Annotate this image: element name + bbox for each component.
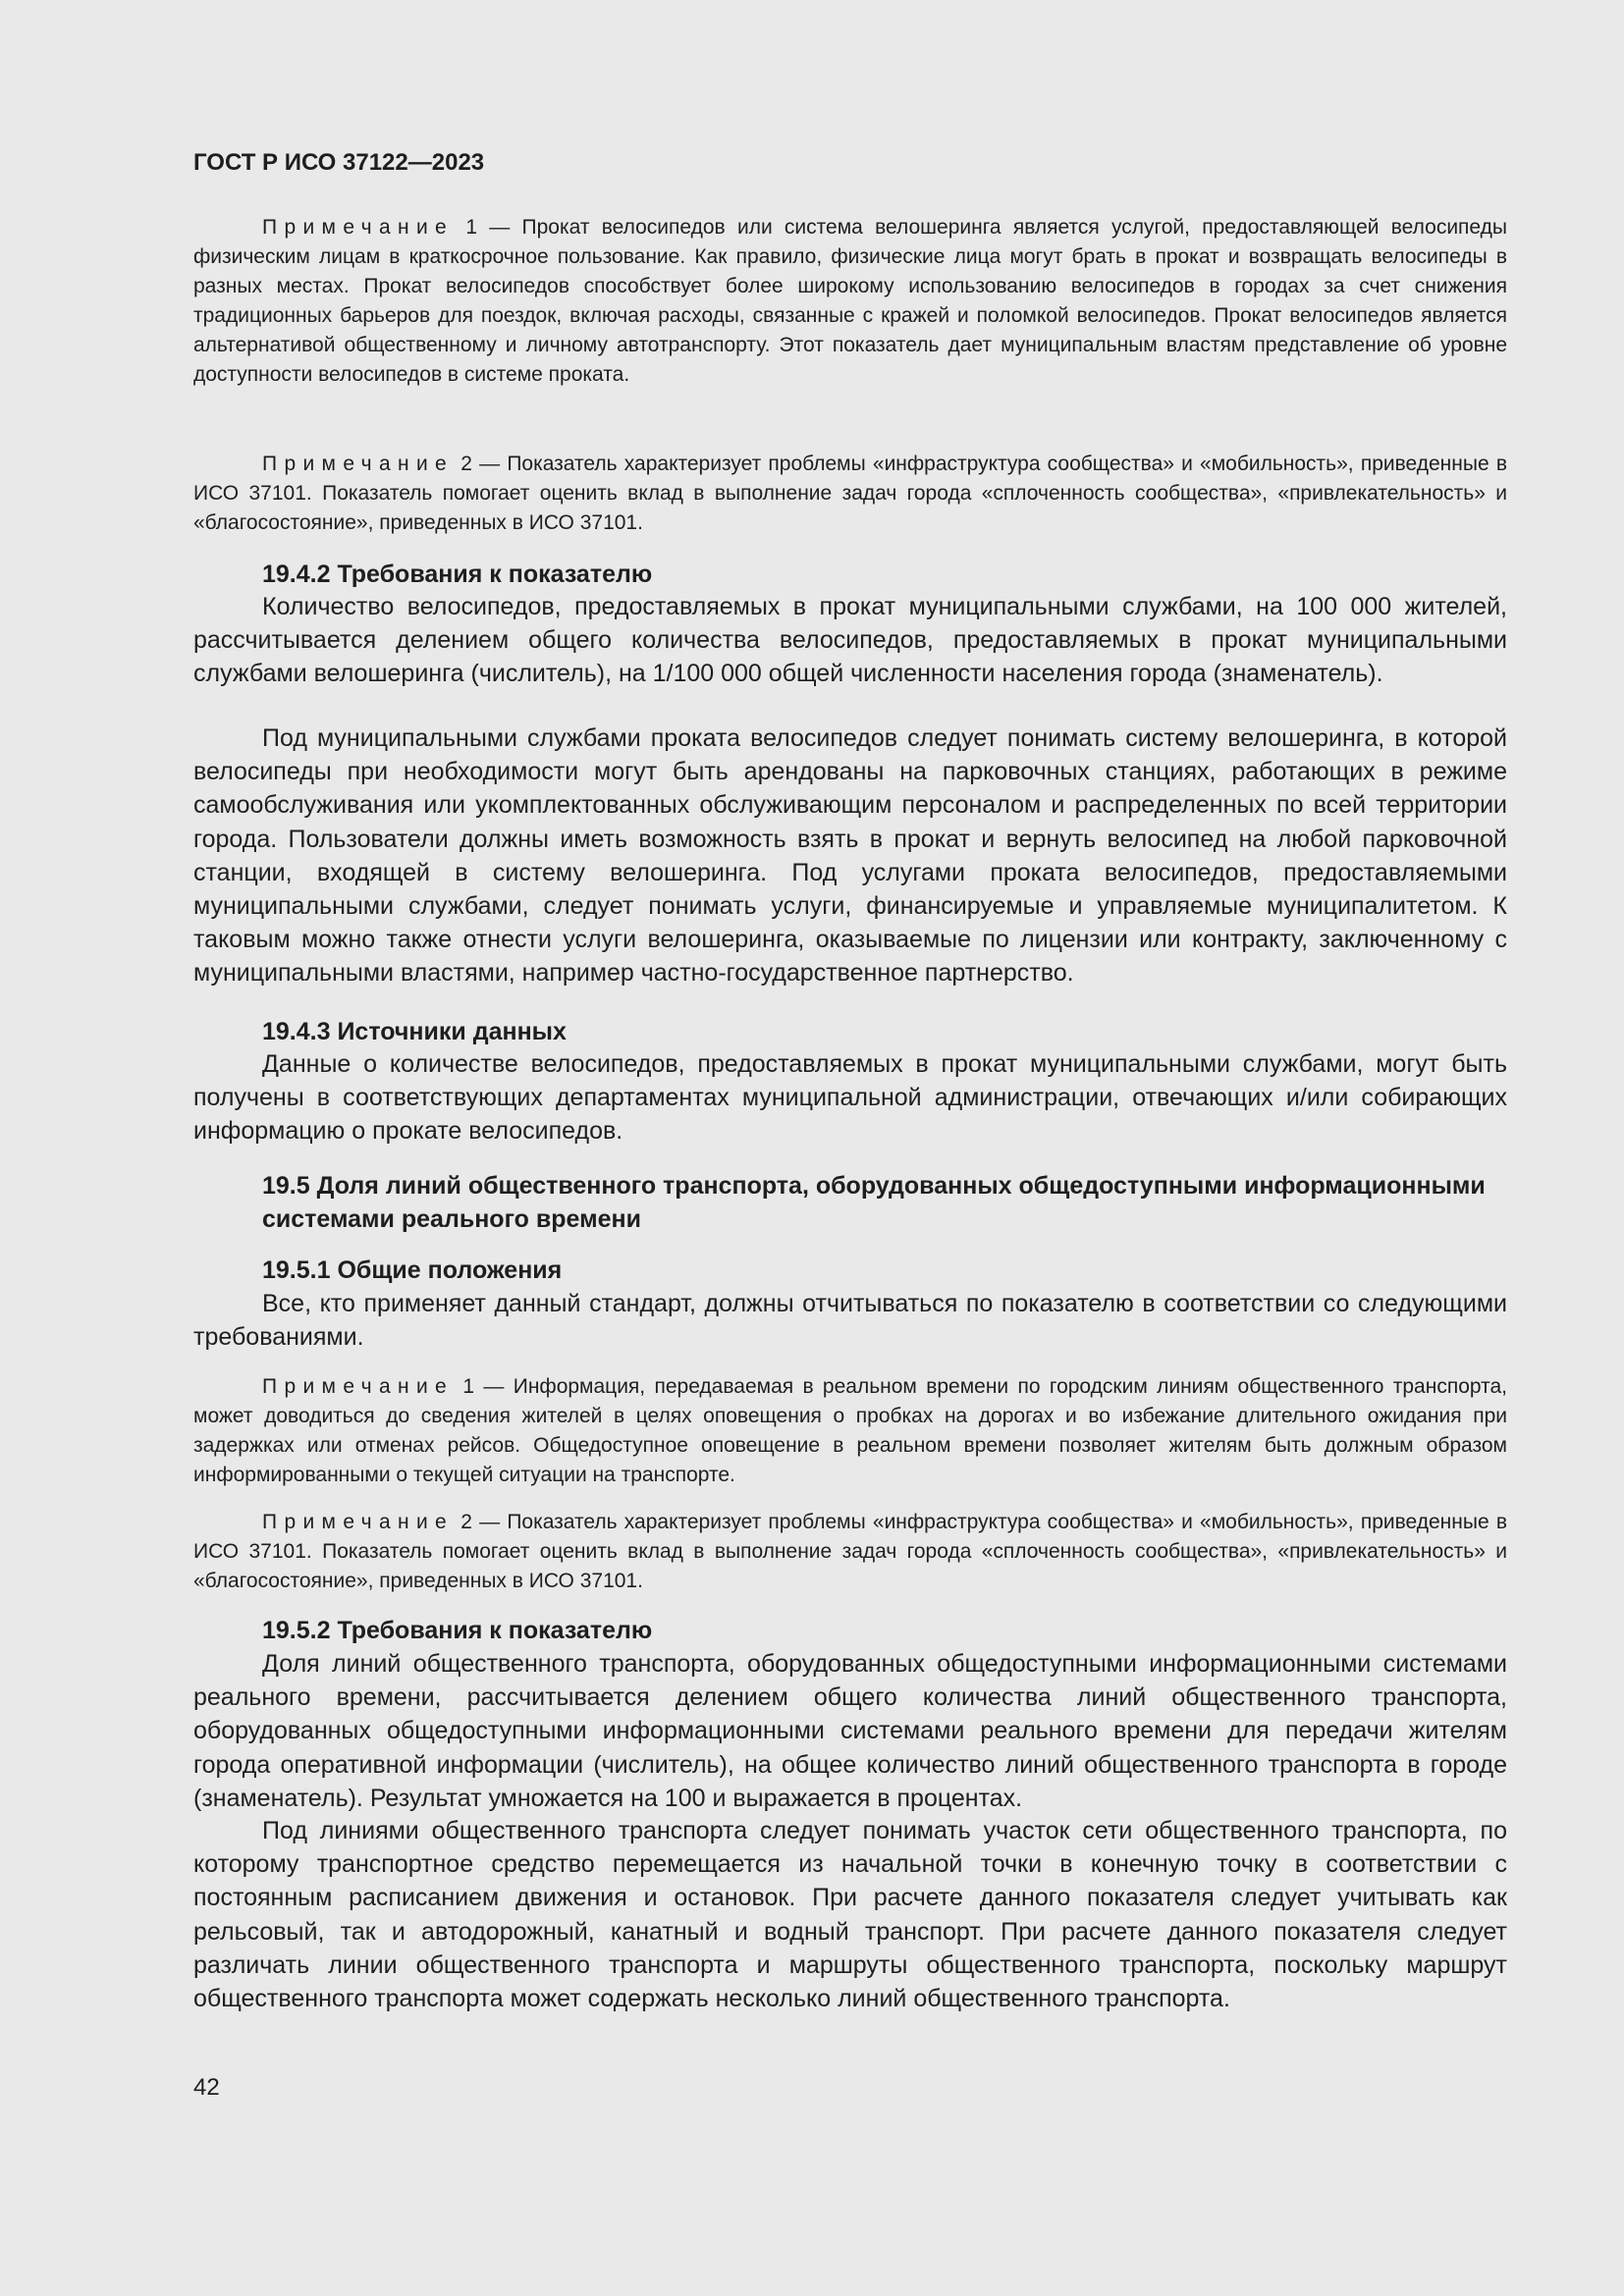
body-paragraph: Количество велосипедов, предоставляемых в прокат муниципальными службами, на 100 000 жителей, рассчитывается делением общего количества велосипедов, предоставляемых в прокат муниципальными службами велошеринга (числитель), на 1/100 000 общей численности населения города (знаменатель).: [193, 593, 1507, 688]
section-heading-19-4-3: 19.4.3 Источники данных: [262, 1018, 567, 1045]
note-paragraph: [193, 450, 1507, 538]
note-label: Примечание: [262, 216, 455, 239]
note-text: 2 — Показатель характеризует проблемы «инфраструктура сообщества» и «мобильность», приведенные в ИСО 37101. Показатель помогает оценить вклад в выполнение задач города «сплоченность сообщества», «привлекательность» и «благосостояние», приведенных в ИСО 37101.: [193, 1511, 1507, 1592]
note-label: Примечание: [262, 1375, 455, 1398]
body-paragraph: Доля линий общественного транспорта, оборудованных общедоступными информационными системами реального времени, рассчитывается делением общего количества линий общественного транспорта, оборудованных общедоступными информационными системами реального времени для передачи жителям города оперативной информации (числитель), на общее количество линий общественного транспорта в городе (знаменатель). Результат умножается на 100 и выражается в процентах.: [193, 1650, 1507, 1812]
body-paragraph: Под муниципальными службами проката велосипедов следует понимать систему велошеринга, в которой велосипеды при необходимости могут быть арендованы на парковочных станциях, работающих в режиме самообслуживания или укомплектованных обслуживающим персоналом и распределенных по всей территории города. Пользователи должны иметь возможность взять в прокат и вернуть велосипед на любой парковочной станции, входящей в систему велошеринга. Под услугами проката велосипедов, предоставляемыми муниципальными службами, следует понимать услуги, финансируемые и управляемые муниципалитетом. К таковым можно также отнести услуги велошеринга, оказываемые по лицензии или контракту, заключенному с муниципальными властями, например частно-государственное партнерство.: [193, 724, 1507, 988]
page-number: 42: [193, 2074, 220, 2101]
note-paragraph: [193, 213, 1507, 390]
body-paragraph: Все, кто применяет данный стандарт, должны отчитываться по показателю в соответствии со следующими требованиями.: [193, 1290, 1507, 1352]
note-label: Примечание: [262, 453, 455, 475]
note-text: 1 — Информация, передаваемая в реальном времени по городским линиям общественного транспорта, может доводиться до сведения жителей в целях оповещения о пробках на дорогах и во избежание длительного ожидания при задержках или отменах рейсов. Общедоступное оповещение в реальном времени позволяет жителям быть должным образом информированными о текущей ситуации на транспорте.: [193, 1375, 1507, 1486]
note-label: Примечание: [262, 1511, 455, 1533]
section-heading-19-5-2: 19.5.2 Требования к показателю: [262, 1617, 653, 1644]
note-paragraph: [193, 1372, 1507, 1490]
note-paragraph: [193, 1508, 1507, 1596]
note-text: 2 — Показатель характеризует проблемы «инфраструктура сообщества» и «мобильность», приведенные в ИСО 37101. Показатель помогает оценить вклад в выполнение задач города «сплоченность сообщества», «привлекательность» и «благосостояние», приведенных в ИСО 37101.: [193, 453, 1507, 534]
body-paragraph: Под линиями общественного транспорта следует понимать участок сети общественного транспорта, по которому транспортное средство перемещается из начальной точки в конечную точку в соответствии с постоянным расписанием движения и остановок. При расчете данного показателя следует учитывать как рельсовый, так и автодорожный, канатный и водный транспорт. При расчете данного показателя следует различать линии общественного транспорта и маршруты общественного транспорта, поскольку маршрут общественного транспорта может содержать несколько линий общественного транспорта.: [193, 1817, 1507, 2013]
section-heading-19-5-1: 19.5.1 Общие положения: [262, 1256, 563, 1284]
section-heading-19-5: 19.5 Доля линий общественного транспорта, оборудованных общедоступными информационными системами реального времени: [262, 1172, 1486, 1233]
document-header: ГОСТ Р ИСО 37122—2023: [193, 149, 485, 176]
note-text: 1 — Прокат велосипедов или система велошеринга является услугой, предоставляющей велосипеды физическим лицам в краткосрочное пользование. Как правило, физические лица могут брать в прокат и возвращать велосипеды в разных местах. Прокат велосипедов способствует более широкому использованию велосипедов в городах за счет снижения традиционных барьеров для поездок, включая расходы, связанные с кражей и поломкой велосипедов. Прокат велосипедов является альтернативой общественному и личному автотранспорту. Этот показатель дает муниципальным властям представление об уровне доступности велосипедов в системе проката.: [193, 216, 1507, 386]
body-paragraph: Данные о количестве велосипедов, предоставляемых в прокат муниципальными службами, могут быть получены в соответствующих департаментах муниципальной администрации, отвечающих и/или собирающих информацию о прокате велосипедов.: [193, 1050, 1507, 1146]
section-heading-19-4-2: 19.4.2 Требования к показателю: [262, 561, 653, 588]
